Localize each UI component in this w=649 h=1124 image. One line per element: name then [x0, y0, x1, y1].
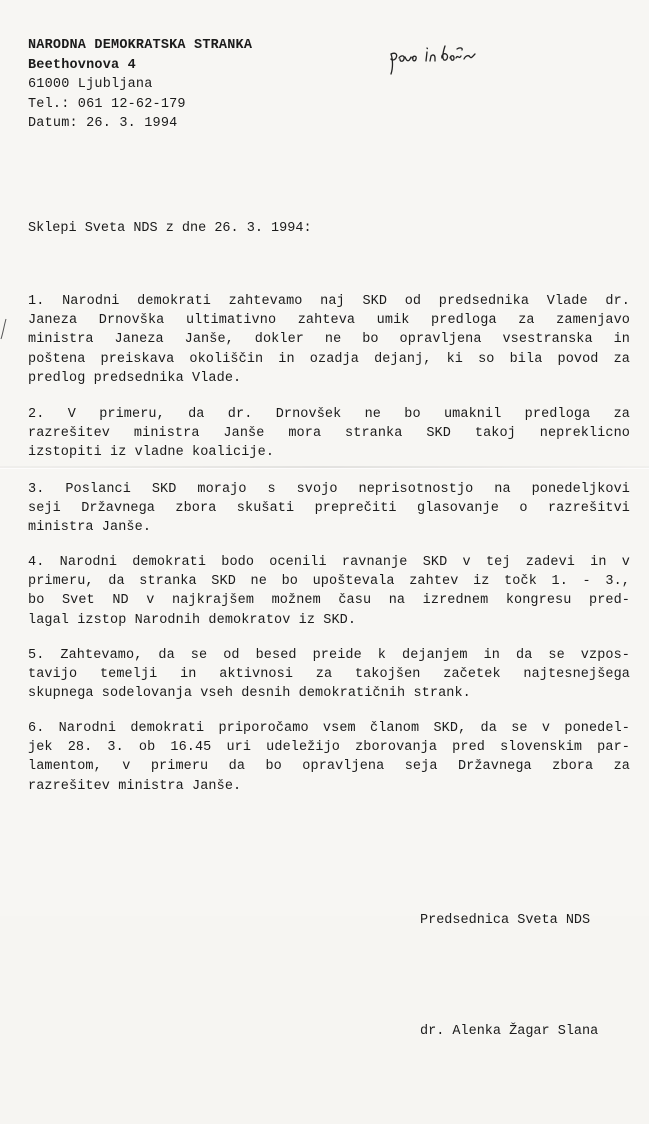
resolution-item-3 [28, 480, 630, 538]
resolution-item-1 [28, 292, 630, 388]
item-line: 4. Narodni demokrati bodo ocenili ravnanje SKD v tej zadevi in v [28, 555, 630, 570]
resolution-item-5 [28, 646, 630, 704]
item-line: tavijo temelji in aktivnosi za takojšen začetek najtesnejšega [28, 667, 630, 683]
signature-block [420, 828, 598, 1124]
item-line: skupnega sodelovanja vseh desnih demokratičnih strank. [28, 686, 471, 702]
resolution-item-4 [28, 553, 630, 630]
item-line: 6. Narodni demokrati priporočamo vsem članom SKD, da se v ponedel- [28, 721, 630, 736]
document-date: Datum: 26. 3. 1994 [28, 116, 178, 131]
item-line: razrešitev ministra Janše. [28, 778, 242, 794]
item-line: seji Državnega zbora skušati preprečiti glasovanje o razrešitvi [28, 501, 630, 517]
item-line: 5. Zahtevamo, da se od besed preide k dejanjem in da se vzpos- [28, 648, 630, 663]
item-line: lagal izstop Narodnih demokratov iz SKD. [28, 612, 357, 628]
resolution-title: Sklepi Sveta NDS z dne 26. 3. 1994: [28, 221, 312, 236]
resolution-item-6 [28, 719, 630, 796]
phone-number: Tel.: 061 12-62-179 [28, 96, 186, 112]
item-line: izstopiti iz vladne koalicije. [28, 445, 275, 461]
signatory-name: dr. Alenka Žagar Slana [420, 1024, 599, 1039]
item-line: predlog predsednika Vlade. [28, 370, 242, 386]
item-line: razrešitev ministra Janše mora stranka SKD takoj nepreklicno [28, 426, 630, 442]
item-line: lamentom, v primeru da bo opravljena seja Državnega zbora za [28, 759, 630, 775]
city-address: 61000 Ljubljana [28, 77, 153, 92]
margin-mark [0, 318, 8, 340]
letterhead [28, 36, 252, 134]
resolution-item-2 [28, 405, 630, 463]
item-line: primeru, da stranka SKD ne bo upoštevala zahtev iz točk 1. - 3., [28, 574, 630, 590]
item-line: 1. Narodni demokrati zahtevamo naj SKD od predsednika Vlade dr. [28, 294, 630, 309]
item-line: 2. V primeru, da dr. Drnovšek ne bo umaknil predloga za [28, 407, 630, 422]
item-line: bo Svet ND v najkrajšem možnem času na izrednem kongresu pred- [28, 593, 630, 609]
signatory-role: Predsednica Sveta NDS [420, 913, 591, 928]
handwritten-note [385, 40, 485, 80]
item-line: jek 28. 3. ob 16.45 uri udeležijo zborovanja pred slovenskim par- [28, 740, 630, 756]
item-line: poštena preiskava okoliščin in ozadja dejanj, ki so bila povod za [28, 351, 630, 367]
item-line: ministra Janeza Janše, dokler ne bo opravljena vsestranska in [28, 332, 630, 348]
organization-name: NARODNA DEMOKRATSKA STRANKA [28, 38, 253, 53]
fold-crease-highlight [0, 468, 649, 469]
item-line: Janeza Drnovška ultimativno zahteva umik predloga za zamenjavo [28, 313, 630, 329]
item-line: 3. Poslanci SKD morajo s svojo neprisotnostjo na ponedeljkovi [28, 482, 630, 497]
item-line: ministra Janše. [28, 520, 152, 536]
street-address: Beethovnova 4 [28, 57, 136, 73]
